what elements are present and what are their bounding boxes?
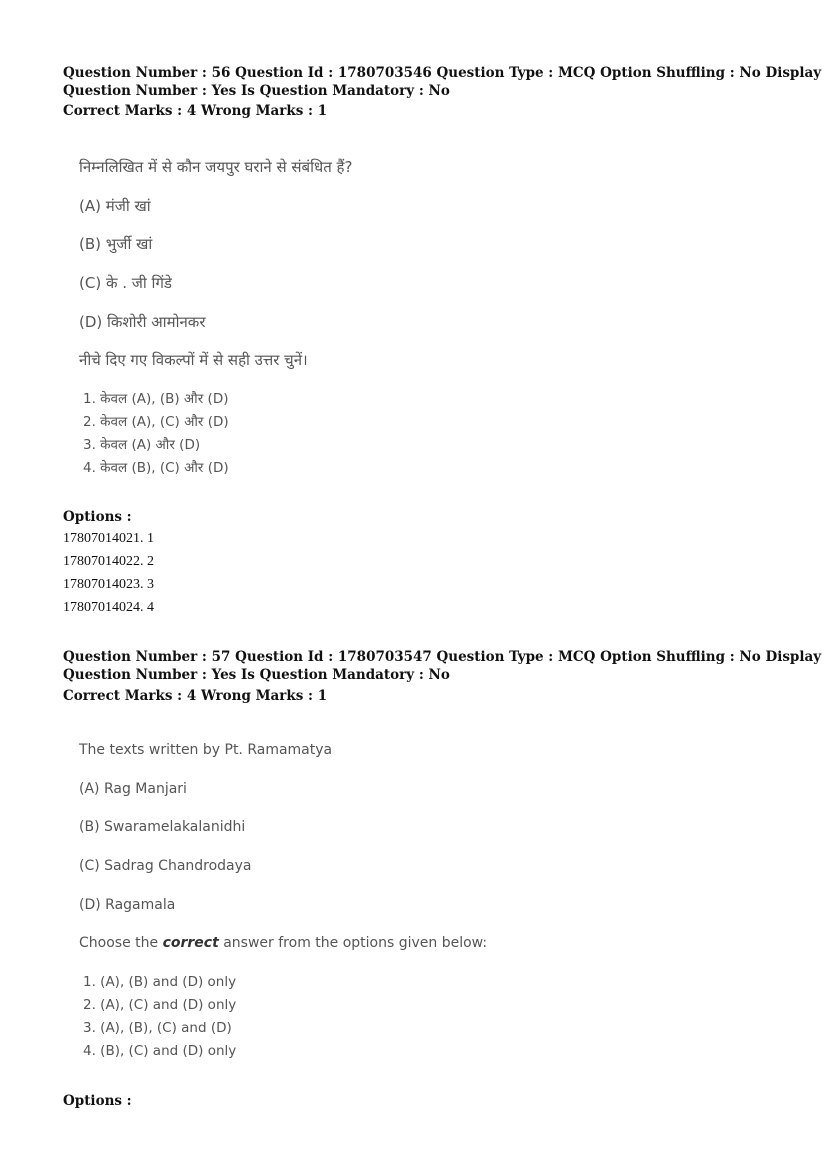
options-label: Options : [63, 509, 132, 525]
instruction-text: Choose the [79, 935, 163, 951]
question-item: (C) के . जी गिंडे [79, 274, 172, 292]
marks-line: Correct Marks : 4 Wrong Marks : 1 [63, 688, 328, 704]
marks-line: Correct Marks : 4 Wrong Marks : 1 [63, 103, 328, 119]
question-item: (D) किशोरी आमोनकर [79, 313, 206, 331]
answer-choice: 4. केवल (B), (C) और (D) [83, 460, 229, 476]
instruction-emphasis: correct [162, 935, 219, 951]
options-label: Options : [63, 1093, 132, 1109]
question-item: (A) मंजी खां [79, 197, 151, 215]
question-instruction: नीचे दिए गए विकल्पों में से सही उत्तर चुनें। [79, 351, 308, 369]
question-item: (C) Sadrag Chandrodaya [79, 858, 252, 874]
answer-choice: 2. (A), (C) and (D) only [83, 997, 237, 1013]
question-meta-line: Question Number : Yes Is Question Mandatory : No [63, 83, 450, 99]
question-item: (B) Swaramelakalanidhi [79, 819, 246, 835]
option-row: 17807014023. 3 [63, 577, 154, 592]
question-meta-line: Question Number : 56 Question Id : 1780703546 Question Type : MCQ Option Shuffling : No Display [63, 65, 822, 81]
answer-choice: 2. केवल (A), (C) और (D) [83, 414, 229, 430]
question-stem: The texts written by Pt. Ramamatya [79, 742, 333, 758]
option-row: 17807014024. 4 [63, 600, 154, 615]
option-row: 17807014022. 2 [63, 554, 154, 569]
question-meta-line: Question Number : 57 Question Id : 1780703547 Question Type : MCQ Option Shuffling : No Display [63, 649, 822, 665]
answer-choice: 3. केवल (A) और (D) [83, 437, 201, 453]
question-stem: निम्नलिखित में से कौन जयपुर घराने से संबंधित हैं? [79, 158, 353, 176]
question-item: (D) Ragamala [79, 897, 176, 913]
option-row: 17807014021. 1 [63, 531, 154, 546]
question-item: (B) भुर्जी खां [79, 235, 153, 253]
answer-choice: 1. केवल (A), (B) और (D) [83, 391, 229, 407]
answer-choice: 3. (A), (B), (C) and (D) [83, 1020, 232, 1036]
instruction-text: answer from the options given below: [218, 935, 488, 951]
question-item: (A) Rag Manjari [79, 781, 187, 797]
question-meta-line: Question Number : Yes Is Question Mandatory : No [63, 667, 450, 683]
question-instruction [79, 935, 487, 951]
answer-choice: 4. (B), (C) and (D) only [83, 1043, 237, 1059]
answer-choice: 1. (A), (B) and (D) only [83, 974, 237, 990]
